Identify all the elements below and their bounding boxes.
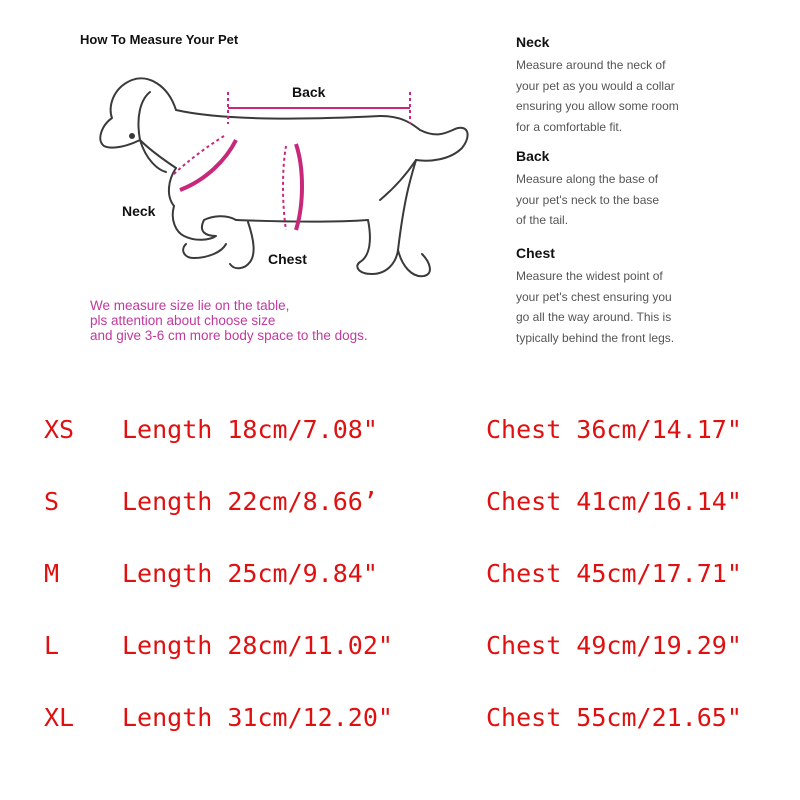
size-code: M xyxy=(44,559,60,588)
guide-back-line: of the tail. xyxy=(516,213,569,227)
size-length: Length 22cm/8.66’ xyxy=(122,487,378,516)
guide-back-line: your pet's neck to the base xyxy=(516,192,660,207)
back-label: Back xyxy=(292,84,326,100)
note-line: and give 3-6 cm more body space to the dogs. xyxy=(90,328,368,343)
guide-neck-line: ensuring you allow some room xyxy=(516,99,679,113)
size-row-l xyxy=(0,626,800,666)
guide-neck-line: Measure around the neck of xyxy=(516,58,666,72)
neck-measure-line xyxy=(172,136,236,190)
size-chest: Chest 49cm/19.29" xyxy=(486,631,742,660)
size-chest: Chest 36cm/14.17" xyxy=(486,415,742,444)
guide-neck-line: your pet as you would a collar xyxy=(516,78,675,93)
measure-title: How To Measure Your Pet xyxy=(80,32,239,47)
guide-neck xyxy=(516,32,679,137)
chest-label: Chest xyxy=(268,251,307,267)
guide-chest-heading: Chest xyxy=(516,245,555,261)
size-length: Length 25cm/9.84" xyxy=(122,559,378,588)
size-chest: Chest 55cm/21.65" xyxy=(486,703,742,732)
size-length: Length 28cm/11.02" xyxy=(122,631,393,660)
chest-measure-line xyxy=(283,144,302,230)
guide-chest xyxy=(516,243,674,348)
size-row-m xyxy=(0,554,800,594)
guide-chest-line: your pet's chest ensuring you xyxy=(516,289,672,304)
size-code: XL xyxy=(44,703,75,732)
guide-chest-line: go all the way around. This is xyxy=(516,310,672,324)
size-length: Length 18cm/7.08" xyxy=(122,415,378,444)
note-line: pls attention about choose size xyxy=(90,313,276,328)
size-code: S xyxy=(44,487,60,516)
size-row-s xyxy=(0,482,800,522)
guide-neck-line: for a comfortable fit. xyxy=(516,119,623,134)
guide-back-heading: Back xyxy=(516,148,550,164)
size-chest: Chest 41cm/16.14" xyxy=(486,487,742,516)
size-length: Length 31cm/12.20" xyxy=(122,703,393,732)
dog-measurement-diagram xyxy=(0,0,500,300)
guide-chest-line: Measure the widest point of xyxy=(516,269,663,283)
size-row-xs xyxy=(0,410,800,450)
guide-back xyxy=(516,146,659,231)
size-code: L xyxy=(44,631,60,660)
size-chest: Chest 45cm/17.71" xyxy=(486,559,742,588)
guide-neck-heading: Neck xyxy=(516,34,550,50)
size-row-xl xyxy=(0,698,800,738)
neck-label: Neck xyxy=(122,203,156,219)
guide-back-line: Measure along the base of xyxy=(516,172,659,186)
measurement-note xyxy=(90,298,368,343)
size-code: XS xyxy=(44,415,75,444)
guide-chest-line: typically behind the front legs. xyxy=(516,330,675,345)
note-line: We measure size lie on the table, xyxy=(90,298,290,313)
